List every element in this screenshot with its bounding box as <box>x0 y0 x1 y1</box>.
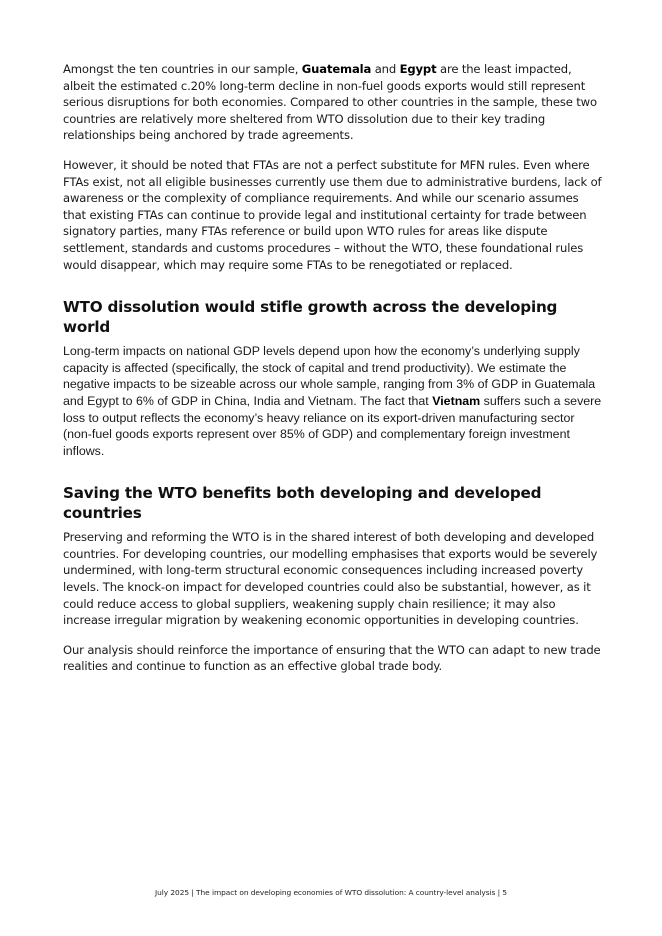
p1-text-and: and <box>371 62 400 76</box>
page-footer: July 2025 | The impact on developing economies of WTO dissolution: A country-level analysis | 5 <box>155 888 507 897</box>
heading-growth: WTO dissolution would stifle growth across the developing world <box>63 298 558 337</box>
paragraph-sample-impact <box>63 61 603 144</box>
p1-text-end: are the least impacted, albeit the estimated c.20% long-term decline in non-fuel goods exports would still represent serious disruptions for both economies. Compared to other countries in the sample, these two countries are relatively more sheltered from WTO dissolution due to their key trading relationships being anchored by trade agreements. <box>63 62 597 143</box>
heading-saving-wto: Saving the WTO benefits both developing and developed countries <box>63 484 542 523</box>
guatemala-bold: Guatemala <box>301 62 372 76</box>
paragraph-fta-caveat: However, it should be noted that FTAs are not a perfect substitute for MFN rules. Even where FTAs exist, not all eligible businesses currently use them due to administrative burdens, lack of awareness or the complexity of compliance requirements. And while our scenario assumes that existing FTAs can continue to provide legal and institutional certainty for trade between signatory parties, many FTAs reference or build upon WTO rules for areas like dispute settlement, standards and customs procedures – without the WTO, these foundational rules would disappear, which may require some FTAs to be renegotiated or replaced. <box>63 157 602 272</box>
vietnam-bold: Vietnam <box>432 393 481 408</box>
paragraph-conclusion: Our analysis should reinforce the importance of ensuring that the WTO can adapt to new trade realities and continue to function as an effective global trade body. <box>63 642 601 674</box>
paragraph-preserving-wto: Preserving and reforming the WTO is in the shared interest of both developing and developed countries. For developing countries, our modelling emphasises that exports would be severely undermined, with long-term structural economic consequences including increased poverty levels. The knock-on impact for developed countries could also be substantial, however, as it could reduce access to global suppliers, weakening supply chain resilience; it may also increase irregular migration by weakening economic opportunities in developing countries. <box>63 530 598 628</box>
growth-text-start: Long-term impacts on national GDP levels depend upon how the economy’s underlying supply capacity is affected (specifically, the stock of capital and trend productivity). We estimate the negative impacts to be sizeable across our whole sample, ranging from 3% of GDP in Guatemala and Egypt to 6% of GDP in China, India and Vietnam. The fact that <box>63 344 596 408</box>
growth-text-end: suffers such a severe loss to output reflects the economy’s heavy reliance on its export-driven manufacturing sector (non-fuel goods exports represent over 85% of GDP) and complementary foreign investment inflows. <box>63 393 602 458</box>
paragraph-gdp-impact <box>63 343 603 459</box>
p1-text-start: Amongst the ten countries in our sample, <box>63 62 302 76</box>
page-body <box>63 61 603 675</box>
egypt-bold: Egypt <box>399 62 437 76</box>
